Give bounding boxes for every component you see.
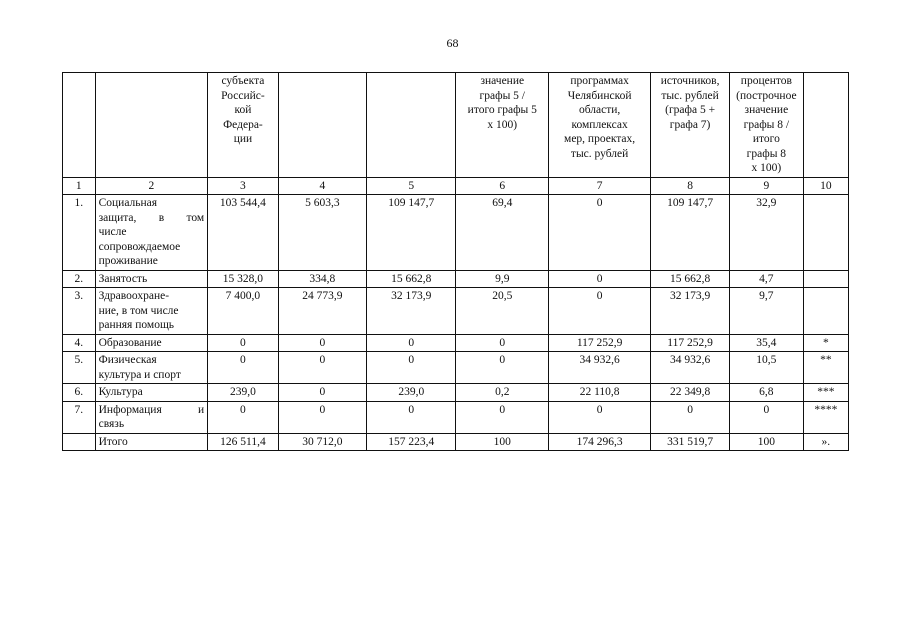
value-cell-c4: 0 bbox=[278, 384, 366, 402]
category-name-line: Физическая bbox=[98, 354, 157, 366]
value-cell-c5: 32 173,9 bbox=[367, 288, 456, 335]
category-name-line: проживание bbox=[98, 255, 158, 267]
header-text-line: итого графы 5 bbox=[467, 104, 537, 116]
category-name-cell bbox=[95, 195, 208, 271]
column-number-cell: 9 bbox=[730, 177, 804, 195]
value-cell-c4: 0 bbox=[278, 401, 366, 433]
header-cell-col-8 bbox=[651, 73, 730, 178]
row-number-cell: 3. bbox=[63, 288, 96, 335]
value-cell-c8: 109 147,7 bbox=[651, 195, 730, 271]
value-cell-c7: 0 bbox=[549, 270, 651, 288]
category-name-line: культура и спорт bbox=[98, 368, 181, 381]
value-cell-c4: 24 773,9 bbox=[278, 288, 366, 335]
header-cell-col-3 bbox=[208, 73, 278, 178]
header-text-line: тыс. рублей bbox=[570, 147, 629, 160]
header-text-line: графы 5 / bbox=[479, 89, 525, 102]
value-cell-c6: 0 bbox=[456, 401, 549, 433]
value-cell-c6: 0,2 bbox=[456, 384, 549, 402]
header-text-line: субъекта bbox=[221, 75, 265, 87]
value-cell-c4: 0 bbox=[278, 334, 366, 352]
header-text-line: (построчное bbox=[736, 89, 797, 102]
header-text-line: (графа 5 + bbox=[665, 104, 716, 116]
total-row bbox=[63, 433, 849, 451]
category-name-line: защита, в том bbox=[98, 211, 205, 224]
header-text-line: кой bbox=[234, 104, 252, 116]
header-text-line: Российс- bbox=[221, 89, 265, 102]
value-cell-c5: 15 662,8 bbox=[367, 270, 456, 288]
value-cell-c5: 0 bbox=[367, 352, 456, 384]
header-text-line: процентов bbox=[740, 75, 792, 87]
header-text-line: х 100) bbox=[487, 118, 518, 131]
header-text-line: графа 7) bbox=[669, 118, 711, 131]
table-header-row bbox=[63, 73, 849, 178]
value-cell-c9: 9,7 bbox=[730, 288, 804, 335]
header-text-line: итого bbox=[752, 133, 780, 145]
category-name-line: Культура bbox=[98, 386, 143, 398]
budget-table bbox=[62, 72, 849, 451]
category-name-line: числе bbox=[98, 226, 127, 238]
value-cell-c5: 157 223,4 bbox=[367, 433, 456, 451]
footnote-mark-cell bbox=[803, 288, 848, 335]
row-number-cell: 1. bbox=[63, 195, 96, 271]
value-cell-c3: 0 bbox=[208, 401, 278, 433]
value-cell-c6: 0 bbox=[456, 352, 549, 384]
table-row bbox=[63, 195, 849, 271]
value-cell-c8: 331 519,7 bbox=[651, 433, 730, 451]
value-cell-c7: 117 252,9 bbox=[549, 334, 651, 352]
footnote-mark-cell: ** bbox=[803, 352, 848, 384]
value-cell-c5: 109 147,7 bbox=[367, 195, 456, 271]
category-name-cell bbox=[95, 288, 208, 335]
table-row bbox=[63, 288, 849, 335]
value-cell-c3: 7 400,0 bbox=[208, 288, 278, 335]
row-number-cell bbox=[63, 433, 96, 451]
table-row bbox=[63, 384, 849, 402]
category-name-line: Информация и bbox=[98, 403, 205, 416]
category-name-cell bbox=[95, 401, 208, 433]
value-cell-c8: 15 662,8 bbox=[651, 270, 730, 288]
value-cell-c4: 0 bbox=[278, 352, 366, 384]
category-name-cell bbox=[95, 433, 208, 451]
category-name-line: Здравоохране- bbox=[98, 290, 170, 302]
value-cell-c7: 22 110,8 bbox=[549, 384, 651, 402]
category-name-line: ние, в том числе bbox=[98, 304, 179, 317]
value-cell-c3: 126 511,4 bbox=[208, 433, 278, 451]
header-cell-col-4 bbox=[278, 73, 366, 178]
value-cell-c3: 0 bbox=[208, 352, 278, 384]
value-cell-c8: 117 252,9 bbox=[651, 334, 730, 352]
value-cell-c9: 35,4 bbox=[730, 334, 804, 352]
category-name-line: Итого bbox=[98, 435, 128, 448]
header-text-line: графы 8 / bbox=[743, 118, 790, 131]
value-cell-c6: 69,4 bbox=[456, 195, 549, 271]
value-cell-c9: 32,9 bbox=[730, 195, 804, 271]
value-cell-c6: 0 bbox=[456, 334, 549, 352]
value-cell-c4: 334,8 bbox=[278, 270, 366, 288]
footnote-mark-cell: ». bbox=[803, 433, 848, 451]
column-number-cell: 5 bbox=[367, 177, 456, 195]
value-cell-c3: 239,0 bbox=[208, 384, 278, 402]
value-cell-c8: 0 bbox=[651, 401, 730, 433]
category-name-line: связь bbox=[98, 418, 125, 430]
footnote-mark-cell: * bbox=[803, 334, 848, 352]
value-cell-c8: 34 932,6 bbox=[651, 352, 730, 384]
header-cell-col-6 bbox=[456, 73, 549, 178]
category-name-cell bbox=[95, 334, 208, 352]
value-cell-c9: 4,7 bbox=[730, 270, 804, 288]
value-cell-c9: 10,5 bbox=[730, 352, 804, 384]
header-cell-col-1 bbox=[63, 73, 96, 178]
table-row bbox=[63, 352, 849, 384]
category-name-line: Занятость bbox=[98, 272, 148, 285]
value-cell-c8: 22 349,8 bbox=[651, 384, 730, 402]
column-number-cell: 3 bbox=[208, 177, 278, 195]
value-cell-c8: 32 173,9 bbox=[651, 288, 730, 335]
column-number-cell: 1 bbox=[63, 177, 96, 195]
table-row bbox=[63, 334, 849, 352]
row-number-cell: 4. bbox=[63, 334, 96, 352]
header-cell-col-9 bbox=[730, 73, 804, 178]
value-cell-c7: 0 bbox=[549, 195, 651, 271]
row-number-cell: 7. bbox=[63, 401, 96, 433]
header-text-line: графы 8 bbox=[746, 147, 787, 160]
header-cell-col-10 bbox=[803, 73, 848, 178]
category-name-cell bbox=[95, 270, 208, 288]
value-cell-c6: 20,5 bbox=[456, 288, 549, 335]
column-number-cell: 7 bbox=[549, 177, 651, 195]
category-name-line: Образование bbox=[98, 336, 162, 349]
value-cell-c5: 239,0 bbox=[367, 384, 456, 402]
column-number-cell: 6 bbox=[456, 177, 549, 195]
value-cell-c6: 100 bbox=[456, 433, 549, 451]
table-row bbox=[63, 270, 849, 288]
header-text-line: мер, проектах, bbox=[564, 133, 636, 145]
header-cell-col-5 bbox=[367, 73, 456, 178]
row-number-cell: 2. bbox=[63, 270, 96, 288]
value-cell-c7: 174 296,3 bbox=[549, 433, 651, 451]
value-cell-c3: 15 328,0 bbox=[208, 270, 278, 288]
value-cell-c3: 103 544,4 bbox=[208, 195, 278, 271]
header-text-line: комплексах bbox=[571, 118, 628, 131]
row-number-cell: 5. bbox=[63, 352, 96, 384]
category-name-line: сопровождаемое bbox=[98, 240, 181, 253]
footnote-mark-cell: *** bbox=[803, 384, 848, 402]
column-number-cell: 8 bbox=[651, 177, 730, 195]
category-name-cell bbox=[95, 384, 208, 402]
header-text-line: источников, bbox=[660, 75, 720, 87]
table-row bbox=[63, 401, 849, 433]
value-cell-c9: 100 bbox=[730, 433, 804, 451]
header-text-line: х 100) bbox=[751, 162, 782, 174]
column-number-row bbox=[63, 177, 849, 195]
value-cell-c4: 30 712,0 bbox=[278, 433, 366, 451]
value-cell-c7: 34 932,6 bbox=[549, 352, 651, 384]
header-cell-col-2 bbox=[95, 73, 208, 178]
category-name-line: Социальная bbox=[98, 197, 158, 209]
category-name-line: ранняя помощь bbox=[98, 319, 175, 331]
value-cell-c7: 0 bbox=[549, 401, 651, 433]
value-cell-c6: 9,9 bbox=[456, 270, 549, 288]
value-cell-c4: 5 603,3 bbox=[278, 195, 366, 271]
header-text-line: Челябинской bbox=[567, 89, 632, 102]
footnote-mark-cell bbox=[803, 195, 848, 271]
value-cell-c9: 0 bbox=[730, 401, 804, 433]
footnote-mark-cell bbox=[803, 270, 848, 288]
value-cell-c7: 0 bbox=[549, 288, 651, 335]
header-text-line: Федера- bbox=[223, 118, 263, 131]
row-number-cell: 6. bbox=[63, 384, 96, 402]
header-text-line: программах bbox=[570, 75, 629, 87]
column-number-cell: 4 bbox=[278, 177, 366, 195]
header-text-line: тыс. рублей bbox=[661, 89, 719, 102]
header-cell-col-7 bbox=[549, 73, 651, 178]
value-cell-c5: 0 bbox=[367, 334, 456, 352]
page-number: 68 bbox=[446, 36, 459, 50]
header-text-line: области, bbox=[578, 104, 621, 116]
footnote-mark-cell: **** bbox=[803, 401, 848, 433]
value-cell-c9: 6,8 bbox=[730, 384, 804, 402]
column-number-cell: 10 bbox=[803, 177, 848, 195]
table-body bbox=[63, 195, 849, 451]
header-text-line: значение bbox=[744, 104, 789, 116]
category-name-cell bbox=[95, 352, 208, 384]
header-text-line: ции bbox=[233, 133, 253, 145]
header-text-line: значение bbox=[480, 75, 525, 87]
value-cell-c3: 0 bbox=[208, 334, 278, 352]
value-cell-c5: 0 bbox=[367, 401, 456, 433]
column-number-cell: 2 bbox=[95, 177, 208, 195]
